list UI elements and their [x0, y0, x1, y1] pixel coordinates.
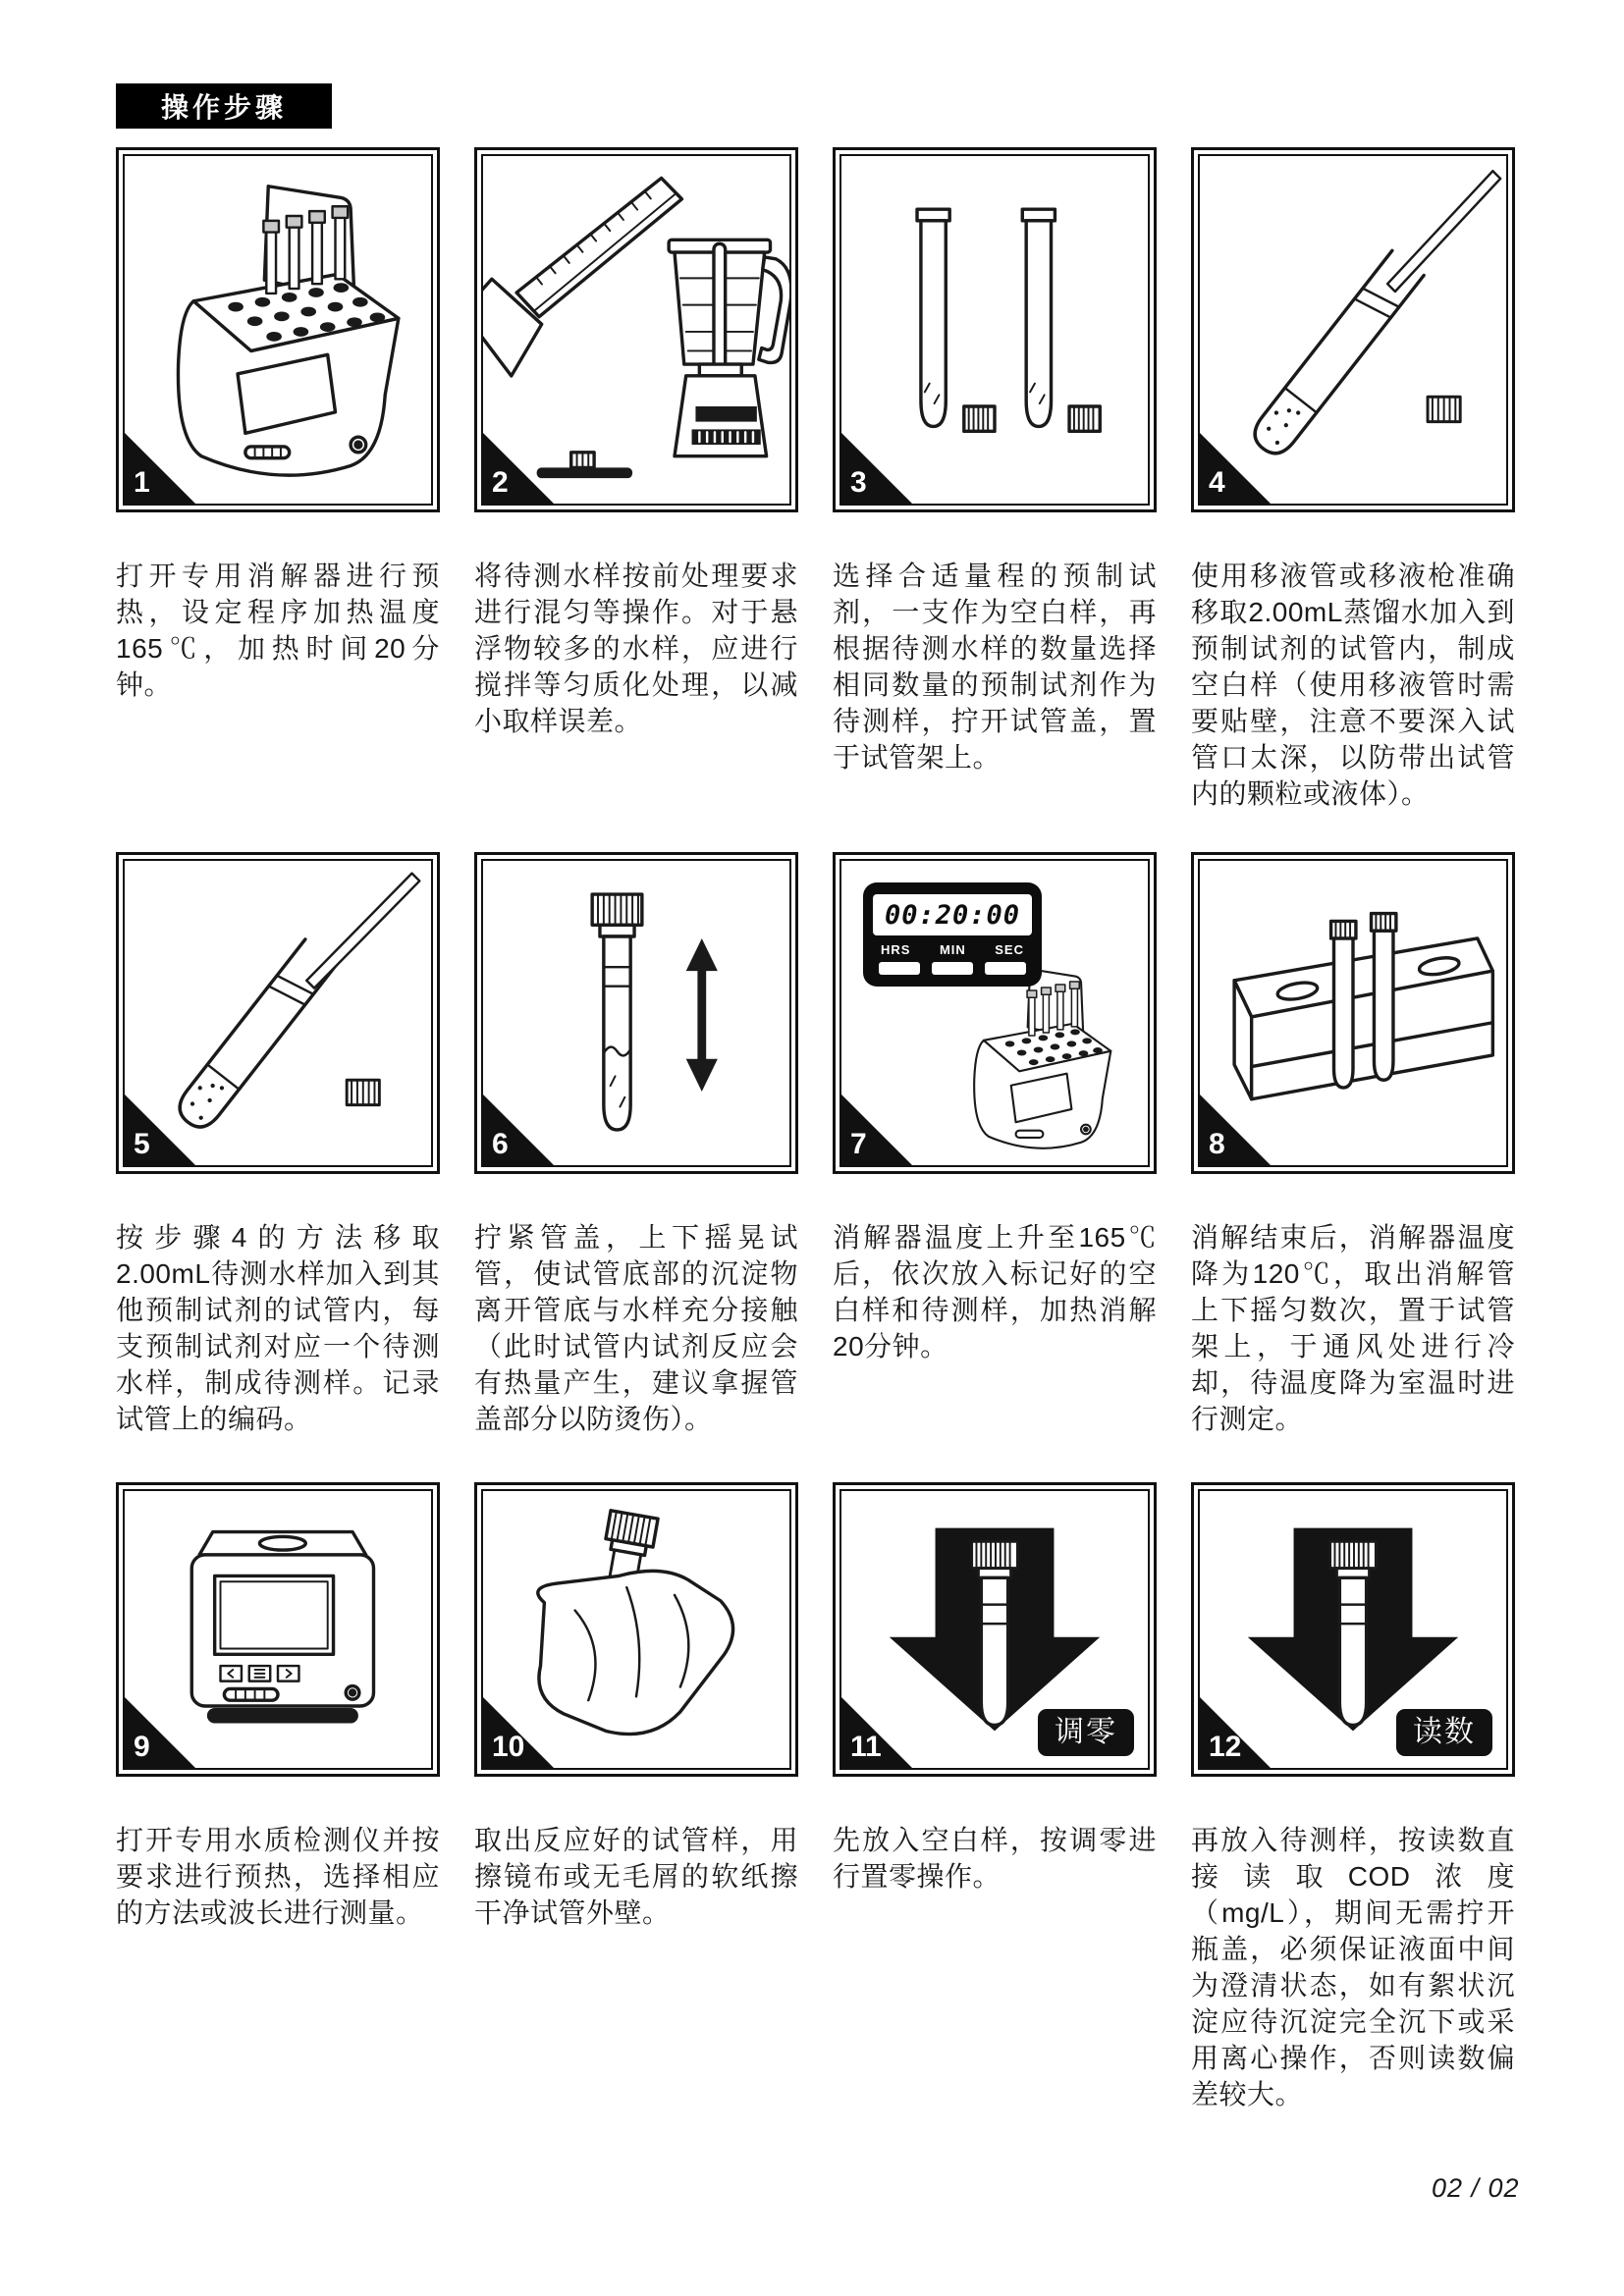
step-caption: 将待测水样按前处理要求进行混匀等操作。对于悬浮物较多的水样，应进行搅拌等匀质化处理，以减小取样误差。 [474, 561, 798, 736]
step-caption: 先放入空白样，按调零进行置零操作。 [833, 1825, 1157, 1892]
step-9-figure [116, 1482, 440, 1777]
step-number: 6 [492, 1128, 509, 1160]
steps-grid [116, 147, 1515, 2112]
step-8-figure [1191, 852, 1515, 1174]
step-cell-12 [1191, 1482, 1515, 2112]
step-2-figure [474, 147, 798, 512]
step-cell-1 [116, 147, 440, 852]
step-7-figure [833, 852, 1157, 1174]
step-11-figure [833, 1482, 1157, 1777]
step-4-figure [1191, 147, 1515, 512]
step-caption: 使用移液管或移液枪准确移取2.00mL蒸馏水加入到预制试剂的试管内，制成空白样（使用移液管时需要贴壁，注意不要深入试管口太深，以防带出试管内的颗粒或液体）。 [1191, 561, 1515, 809]
step-cell-2 [474, 147, 798, 852]
timer-unit-hrs: HRS [881, 942, 911, 957]
step-number: 3 [850, 466, 867, 499]
step-cell-7 [833, 852, 1157, 1482]
step-cell-9 [116, 1482, 440, 2112]
countdown-timer [863, 882, 1042, 987]
timer-buttons [879, 962, 1026, 975]
step-caption: 按步骤4的方法移取2.00mL待测水样加入到其他预制试剂的试管内，每支预制试剂对应一个待测水样，制成待测样。记录试管上的编码。 [116, 1222, 440, 1434]
timer-unit-sec: SEC [995, 942, 1024, 957]
read-label: 读数 [1396, 1709, 1492, 1756]
step-number: 2 [492, 466, 509, 499]
step-12-figure [1191, 1482, 1515, 1777]
step-cell-4 [1191, 147, 1515, 852]
step-3-figure [833, 147, 1157, 512]
step-cell-10 [474, 1482, 798, 2112]
page-number: 02 / 02 [1432, 2173, 1520, 2203]
step-cell-5 [116, 852, 440, 1482]
zero-label: 调零 [1038, 1709, 1134, 1756]
step-caption: 打开专用消解器进行预热，设定程序加热温度165℃，加热时间20分钟。 [116, 561, 440, 700]
step-cell-3 [833, 147, 1157, 852]
step-number: 12 [1209, 1731, 1242, 1763]
step-number: 7 [850, 1128, 867, 1160]
step-number: 4 [1209, 466, 1225, 499]
step-caption: 选择合适量程的预制试剂，一支作为空白样，再根据待测水样的数量选择相同数量的预制试剂作为待测样，拧开试管盖，置于试管架上。 [833, 561, 1157, 773]
step-number: 9 [134, 1731, 150, 1763]
step-number: 5 [134, 1128, 150, 1160]
step-caption: 取出反应好的试管样，用擦镜布或无毛屑的软纸擦干净试管外壁。 [474, 1825, 798, 1928]
step-number: 1 [134, 466, 150, 499]
step-cell-11 [833, 1482, 1157, 2112]
timer-display: 00:20:00 [873, 894, 1032, 935]
timer-unit-min: MIN [939, 942, 966, 957]
page-title: 操作步骤 [116, 83, 332, 129]
step-caption: 消解器温度上升至165℃后，依次放入标记好的空白样和待测样，加热消解20分钟。 [833, 1222, 1157, 1362]
step-caption: 打开专用水质检测仪并按要求进行预热，选择相应的方法或波长进行测量。 [116, 1825, 440, 1928]
timer-units [881, 942, 1024, 957]
step-10-figure [474, 1482, 798, 1777]
step-cell-8 [1191, 852, 1515, 1482]
step-number: 8 [1209, 1128, 1225, 1160]
step-5-figure [116, 852, 440, 1174]
step-6-figure [474, 852, 798, 1174]
step-cell-6 [474, 852, 798, 1482]
step-caption: 拧紧管盖，上下摇晃试管，使试管底部的沉淀物离开管底与水样充分接触（此时试管内试剂反应会有热量产生，建议拿握管盖部分以防烫伤）。 [474, 1222, 798, 1434]
step-caption: 消解结束后，消解器温度降为120℃，取出消解管上下摇匀数次，置于试管架上，于通风处进行冷却，待温度降为室温时进行测定。 [1191, 1222, 1515, 1434]
step-number: 11 [850, 1731, 882, 1763]
step-1-figure [116, 147, 440, 512]
step-number: 10 [492, 1731, 525, 1763]
step-caption: 再放入待测样，按读数直接读取COD浓度（mg/L），期间无需拧开瓶盖，必须保证液面中间为澄清状态，如有絮状沉淀应待沉淀完全沉下或采用离心操作，否则读数偏差较大。 [1191, 1825, 1515, 2109]
